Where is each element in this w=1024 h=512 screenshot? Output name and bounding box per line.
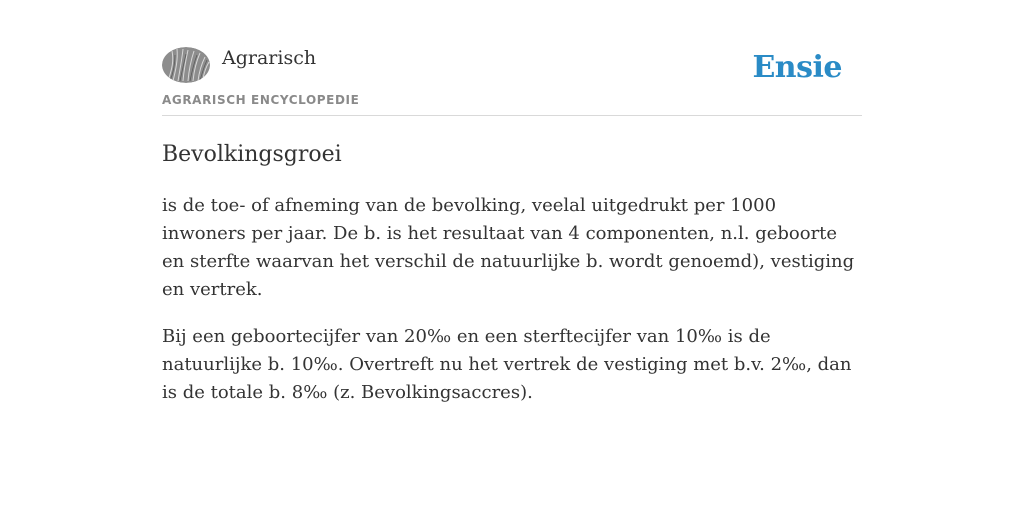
brand-logo-link[interactable]: Ensie <box>752 50 842 85</box>
source-subtitle: AGRARISCH ENCYCLOPEDIE <box>162 93 360 107</box>
article-paragraph: is de toe- of afneming van de bevolking, veelal uitgedrukt per 1000 inwoners per jaar. De b. is het resultaat van 4 componenten, n.l. geboorte en sterfte waarvan het verschil de natuurlijke b. wordt genoemd), vestiging en vertrek. <box>162 195 855 300</box>
article-paragraph: Bij een geboortecijfer van 20‰ en een sterftecijfer van 10‰ is de natuurlijke b. 10‰. Overtreft nu het vertrek de vestiging met b.v. 2‰, dan is de totale b. 8‰ (z. Bevolkingsaccres). <box>162 326 852 403</box>
page <box>162 0 862 403</box>
article-body <box>162 192 862 426</box>
source-name[interactable]: Agrarisch <box>222 47 317 69</box>
article-title: Bevolkingsgroei <box>162 142 342 167</box>
wheat-field-icon <box>162 47 210 83</box>
source-logo-image[interactable] <box>162 47 210 83</box>
header <box>162 0 862 116</box>
